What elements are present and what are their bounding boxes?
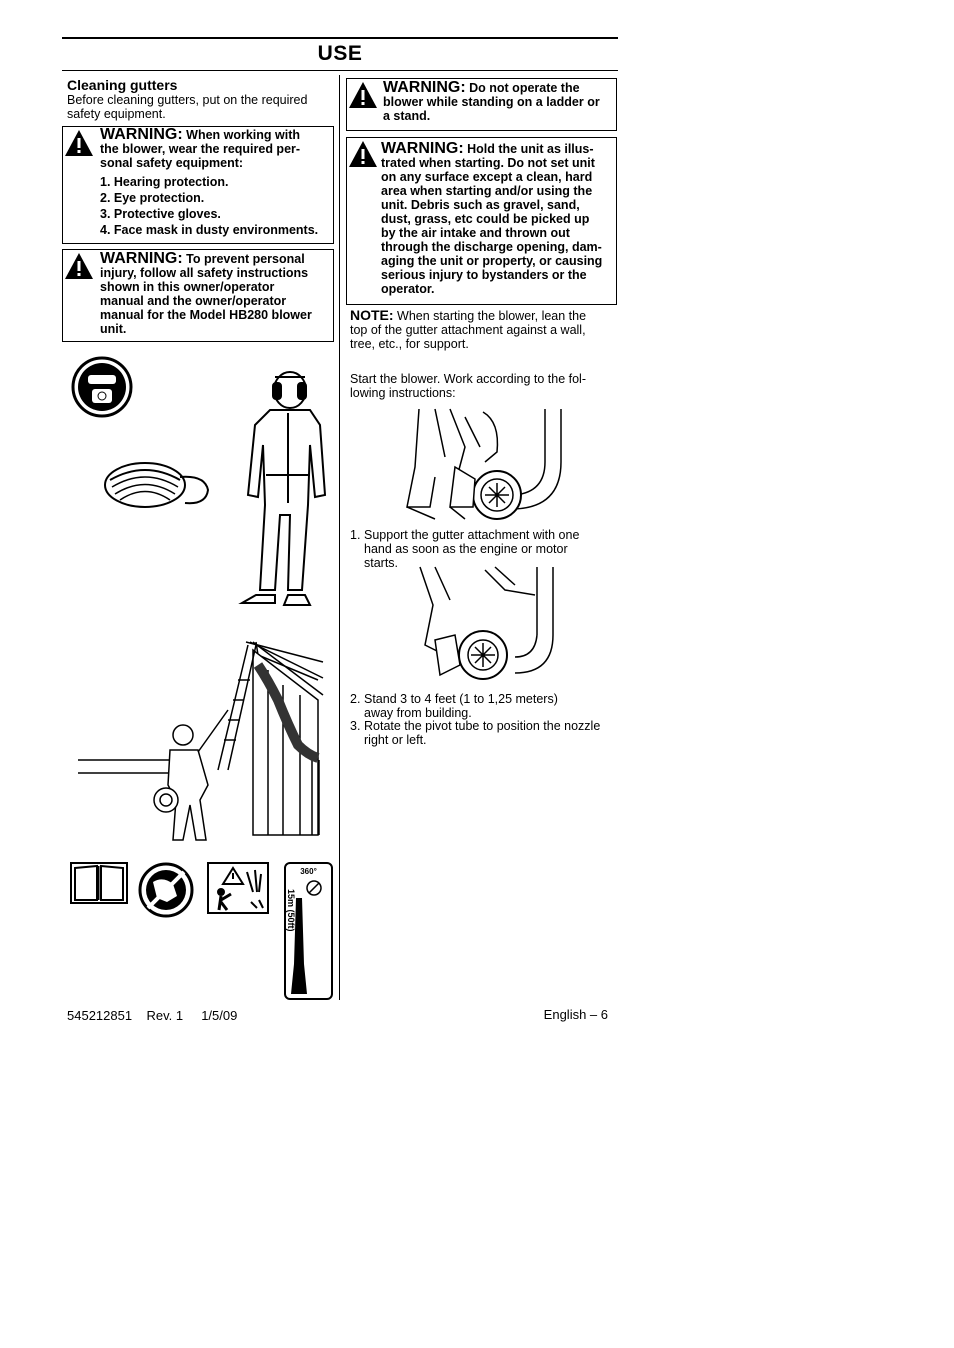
warning-text-ladder: WARNING: Do not operate the blower while standing on a ladder or a stand. bbox=[383, 79, 600, 123]
step-2: 2. Stand 3 to 4 feet (1 to 1,25 meters) away from building. bbox=[350, 692, 558, 720]
step-1: 1. Support the gutter attachment with one hand as soon as the engine or motor starts. bbox=[350, 528, 580, 570]
list-item: 3. Protective gloves. bbox=[100, 207, 221, 221]
supporting-attachment-illustration bbox=[415, 565, 560, 682]
start-instructions: Start the blower. Work according to the fol- lowing instructions: bbox=[350, 372, 586, 400]
intro-text: Before cleaning gutters, put on the required safety equipment. bbox=[67, 93, 308, 121]
person-in-protective-gear-icon bbox=[242, 372, 325, 605]
flying-debris-warning-icon bbox=[207, 862, 269, 914]
page-number: English – 6 bbox=[543, 1007, 608, 1022]
decal-angle: 360° bbox=[300, 867, 317, 876]
starting-blower-illustration bbox=[405, 407, 567, 522]
keep-distance-person-icon bbox=[306, 880, 322, 896]
keep-distance-decal bbox=[284, 862, 333, 1000]
revision: Rev. 1 bbox=[146, 1008, 184, 1023]
ppe-list bbox=[100, 174, 330, 238]
decal-distance: 15m (50ft) bbox=[286, 889, 296, 932]
list-item: 2. Eye protection. bbox=[100, 191, 205, 205]
column-divider bbox=[339, 75, 340, 1000]
date: 1/5/09 bbox=[201, 1008, 238, 1023]
warning-text-starting: WARNING: Hold the unit as illus- trated when starting. Do not set unit on any surface except a clean, hard area when starting and/or using the unit. Debris such as gravel, sand, dust, grass, etc could be picked up by the air intake and thrown out through the discharge opening, dam- aging the unit or property, or causing serious injury to bystanders or the operator. bbox=[381, 140, 603, 296]
footer-doc-info bbox=[67, 1009, 237, 1023]
safety-equipment-illustration bbox=[70, 355, 335, 615]
header-bottom-rule bbox=[62, 70, 618, 71]
page-title: USE bbox=[317, 42, 363, 65]
list-item: 1. Hearing protection. bbox=[100, 175, 229, 189]
read-manual-icon bbox=[70, 862, 128, 904]
warning-triangle-icon bbox=[347, 139, 379, 169]
doc-number: 545212851 bbox=[67, 1008, 133, 1023]
warning-triangle-icon bbox=[347, 80, 379, 110]
step-3: 3. Rotate the pivot tube to position the nozzle right or left. bbox=[350, 719, 601, 747]
no-bystanders-icon bbox=[137, 862, 195, 918]
list-item: 4. Face mask in dusty environments. bbox=[100, 223, 319, 237]
warning-text-instructions: WARNING: To prevent personal injury, follow all safety instructions shown in this owner/operator manual and the owner/operator manual for the Model HB280 blower unit. bbox=[100, 250, 312, 336]
warning-triangle-icon bbox=[63, 128, 95, 158]
warning-text-ppe: WARNING: When working with the blower, wear the required per- sonal safety equipment: 1. Hearing protection. 2. Eye protection. 3. Protective gloves. 4. Face mask in dusty environments. bbox=[100, 128, 330, 238]
protective-helmet-decal-icon bbox=[73, 358, 131, 416]
dust-mask-icon bbox=[105, 463, 208, 507]
warning-triangle-icon bbox=[63, 251, 95, 281]
section-title: Cleaning gutters bbox=[67, 77, 178, 93]
blower-nozzle-icon bbox=[290, 894, 308, 996]
note-text: NOTE: When starting the blower, lean the top of the gutter attachment against a wall, tree, etc., for support. bbox=[350, 307, 587, 351]
gutter-cleaning-illustration bbox=[78, 640, 330, 850]
header-top-rule bbox=[62, 37, 618, 39]
